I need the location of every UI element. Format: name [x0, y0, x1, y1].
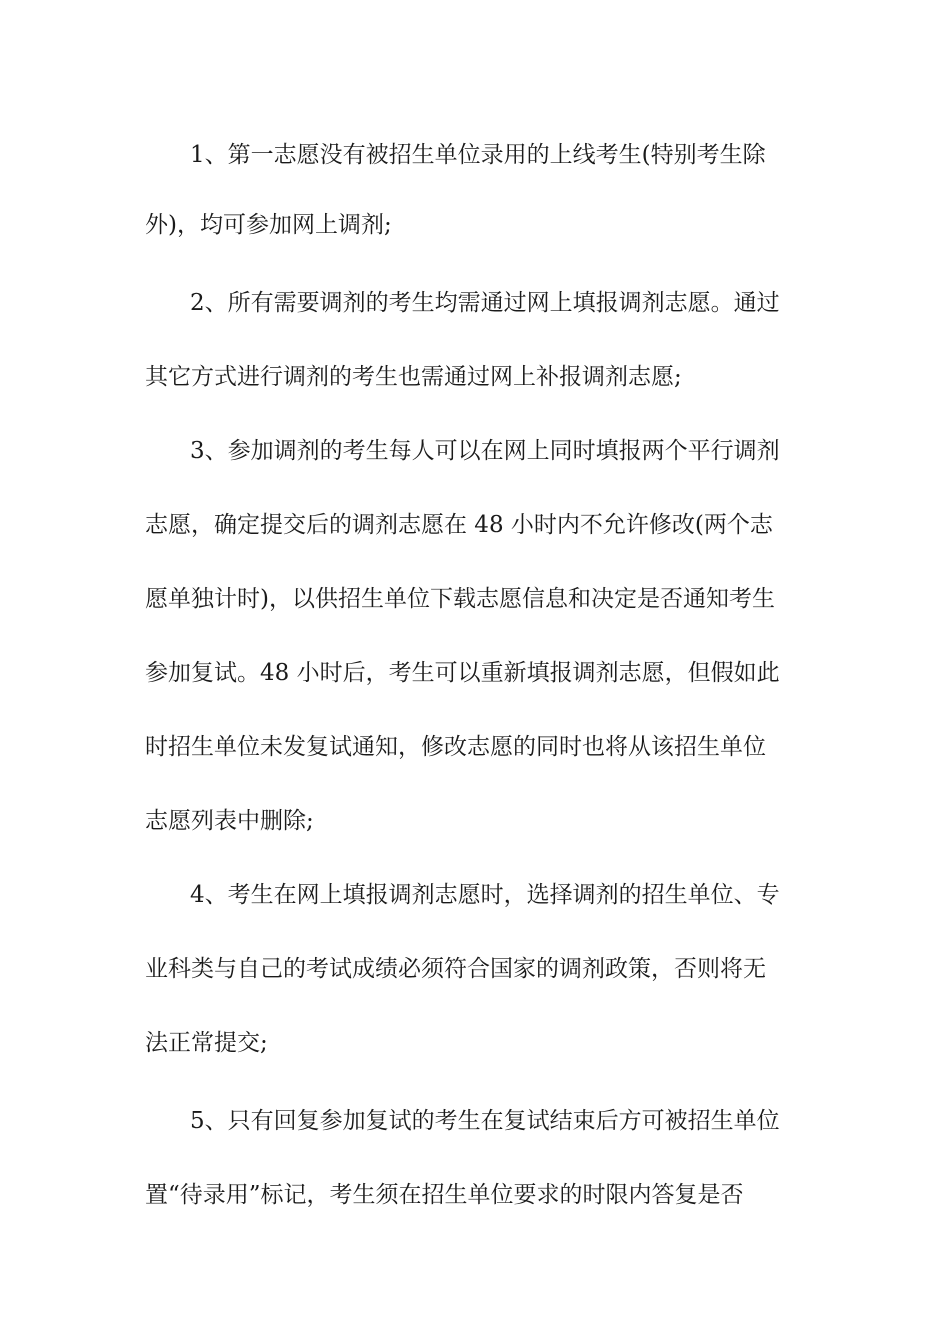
- paragraph-2-line-2: 其它方式进行调剂的考生也需通过网上补报调剂志愿;: [145, 364, 682, 390]
- paragraph-3-line-3: 愿单独计时)，以供招生单位下载志愿信息和决定是否通知考生: [145, 586, 775, 612]
- paragraph-4-line-1: 4、考生在网上填报调剂志愿时，选择调剂的招生单位、专: [190, 882, 780, 908]
- paragraph-3-line-1: 3、参加调剂的考生每人可以在网上同时填报两个平行调剂: [190, 438, 780, 464]
- paragraph-3-line-2: 志愿，确定提交后的调剂志愿在 48 小时内不允许修改(两个志: [145, 512, 773, 538]
- paragraph-2-line-1: 2、所有需要调剂的考生均需通过网上填报调剂志愿。通过: [190, 290, 780, 316]
- paragraph-3-line-6: 志愿列表中删除;: [145, 808, 314, 834]
- paragraph-5-line-2: 置“待录用”标记，考生须在招生单位要求的时限内答复是否: [145, 1182, 744, 1208]
- paragraph-4-line-2: 业科类与自己的考试成绩必须符合国家的调剂政策，否则将无: [145, 956, 766, 982]
- paragraph-3-line-5: 时招生单位未发复试通知，修改志愿的同时也将从该招生单位: [145, 734, 766, 760]
- paragraph-1-line-2: 外)，均可参加网上调剂;: [145, 212, 392, 238]
- paragraph-1-line-1: 1、第一志愿没有被招生单位录用的上线考生(特别考生除: [190, 142, 766, 168]
- paragraph-4-line-3: 法正常提交;: [145, 1030, 268, 1056]
- paragraph-3-line-4: 参加复试。48 小时后，考生可以重新填报调剂志愿，但假如此: [145, 660, 780, 686]
- paragraph-5-line-1: 5、只有回复参加复试的考生在复试结束后方可被招生单位: [190, 1108, 780, 1134]
